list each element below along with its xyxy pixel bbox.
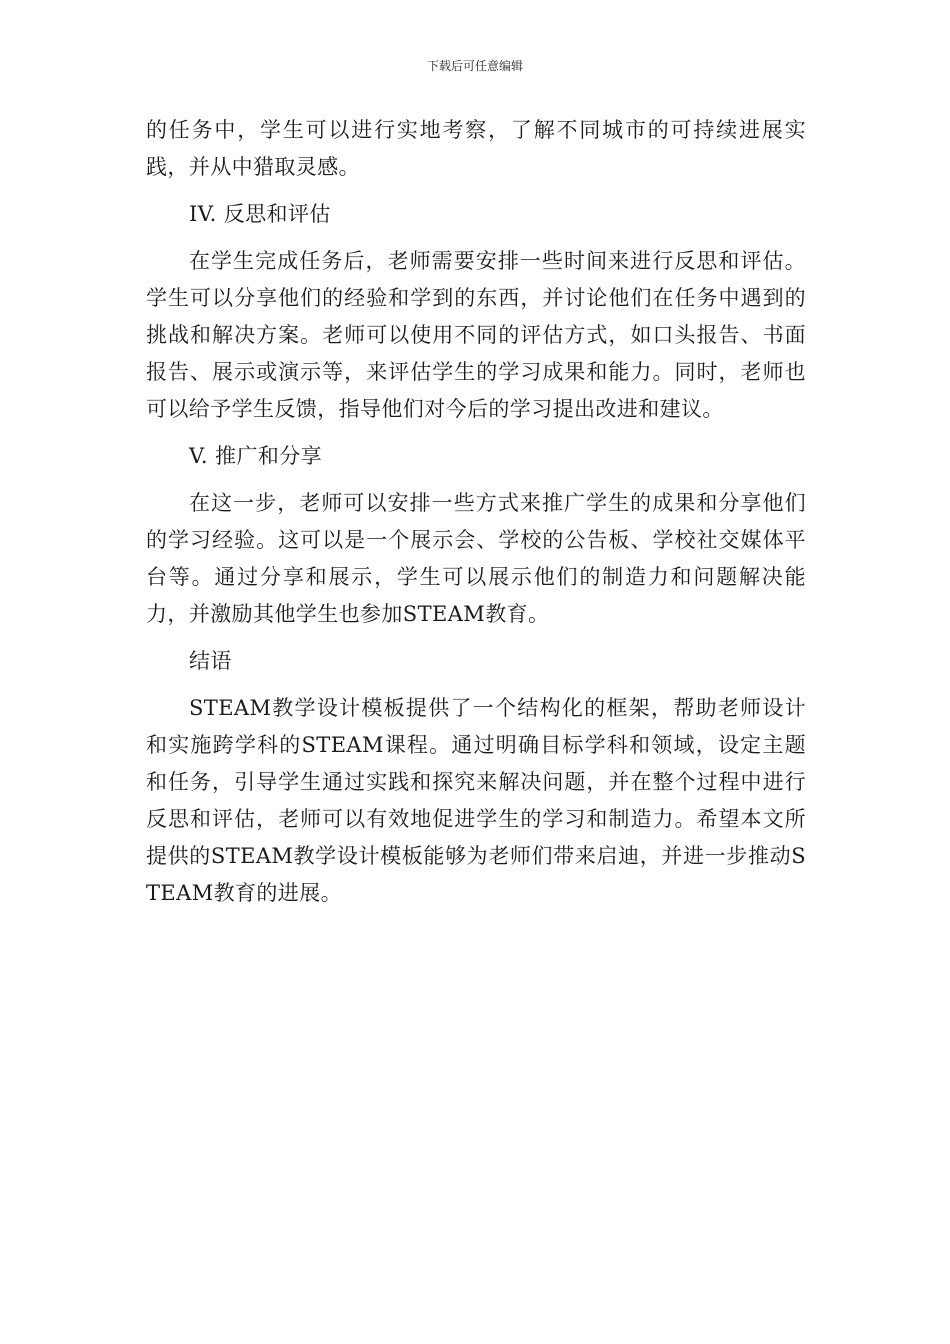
paragraph-conclusion: STEAM教学设计模板提供了一个结构化的框架，帮助老师设计和实施跨学科的STEAM课程。通过明确目标学科和领域，设定主题和任务，引导学生通过实践和探究来解决问题，并在整个过程中进行反思和评估，老师可以有效地促进学生的学习和制造力。希望本文所提供的STEAM教学设计模板能够为老师们带来启迪，并进一步推动STEAM教育的进展。 bbox=[146, 696, 806, 905]
section-heading-promotion: V. 推广和分享 bbox=[189, 444, 323, 468]
paragraph-promotion: 在这一步，老师可以安排一些方式来推广学生的成果和分享他们的学习经验。这可以是一个展示会、学校的公告板、学校社交媒体平台等。通过分享和展示，学生可以展示他们的制造力和问题解决能力，并激励其他学生也参加STEAM教育。 bbox=[146, 491, 806, 626]
paragraph-reflection: 在学生完成任务后，老师需要安排一些时间来进行反思和评估。学生可以分享他们的经验和学到的东西，并讨论他们在任务中遇到的挑战和解决方案。老师可以使用不同的评估方式，如口头报告、书面报告、展示或演示等，来评估学生的学习成果和能力。同时，老师也可以给予学生反馈，指导他们对今后的学习提出改进和建议。 bbox=[146, 249, 806, 421]
paragraph-continuation: 的任务中，学生可以进行实地考察，了解不同城市的可持续进展实践，并从中猎取灵感。 bbox=[146, 118, 806, 179]
section-heading-reflection: IV. 反思和评估 bbox=[189, 202, 331, 226]
section-heading-conclusion: 结语 bbox=[189, 649, 232, 673]
document-body bbox=[146, 112, 806, 922]
page-header-note: 下载后可任意编辑 bbox=[426, 59, 523, 73]
